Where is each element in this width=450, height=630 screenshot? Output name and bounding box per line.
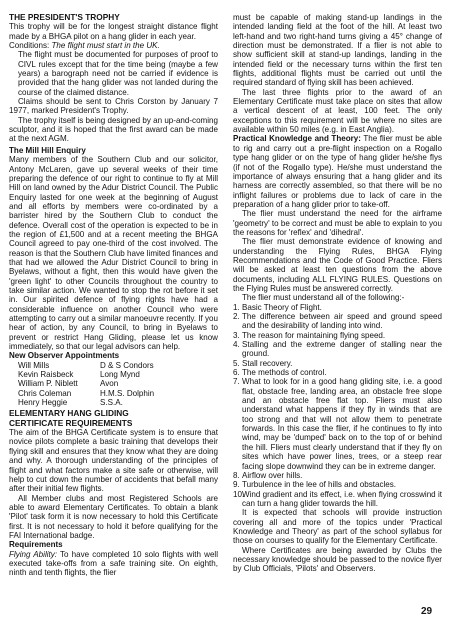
trophy-intro: This trophy will be for the longest straight distance flight made by a BHGA pilot on a hang glider in each year. — [9, 22, 218, 41]
observer-name: William P. Niblett — [18, 379, 78, 389]
right-column — [233, 13, 442, 574]
observer-name: Will Mills — [18, 360, 50, 370]
list-item: 2. The difference between air speed and ground speed and the desirability of landing into wind. — [233, 312, 442, 331]
conditions-rule: The flight must start in the UK. — [51, 41, 160, 51]
trophy-conditions — [9, 41, 218, 50]
page-number: 29 — [421, 606, 433, 617]
flying-ability — [9, 550, 218, 578]
observer-name: Henry Heggie — [18, 398, 68, 408]
mill-hill-text: Many members of the Southern Club and our solicitor, Antony McLaren, gave up several weeks of their time preparing the defence of our right to continue to fly at Mill Hill on land owned by the Adur District Council. The Public Enquiry lasted for one week at the beginning of August and all efforts by members were co-ordinated by a barrister hired by the Southern Club to conduct the defence. Overall cost of the operation is expected to be in the region of £1,500 and at a recent meeting the BHGA Council agreed to pay one-third of the cost involved. The reason is that the Southern Club have limited finances and that had we allowed the Adur District Council to bring in Byelaws, without a fight, then this would have given the 'green light' to other Councils throughout the country to take similar action. We wanted to stop the rot before it set in. Our spirited defence of flying rights have had a considerable influence on another Council who were attempting to carry out a similar manoeuvre recently. If you hear of action, by any Council, to bring in Byelaws to prevent or restrict Hang Gliding, please let us know immediately, so that our legal advisors can help. — [9, 155, 218, 352]
flying-ability-text: To have completed 10 solo flights with well executed take-offs from a safe training site. On eighth, ninth and tenth flights, the flier — [9, 549, 218, 578]
knowledge-list — [233, 303, 442, 509]
flying-ability-label: Flying Ability: — [9, 549, 58, 559]
knowledge-label: Practical Knowledge and Theory: — [233, 134, 361, 144]
conditions-label: Conditions: — [9, 41, 50, 51]
observer-club: Avon — [100, 379, 119, 389]
observer-club: D & S Condors — [100, 360, 154, 370]
list-item: 4. Stalling and the extreme danger of stalling near the ground. — [233, 340, 442, 359]
observers-heading: New Observer Appointments — [9, 351, 120, 361]
list-item: 8. Airflow over hills. — [233, 470, 303, 480]
list-item: 6. The methods of control. — [233, 368, 327, 378]
knowledge-text: The flier must be able to rig and carry out a pre-flight inspection on a Rogallo type hang glider or on the type of hang glider he/she flys (if not of the Rogallo type). He/she must understand the importance of always ensuring that a hang glider and its harness are correctly assembled, so that there will be no inflight failures or problems due to lack of care in the preparation of a hang glider prior to take-off. — [233, 134, 442, 209]
trophy-claims: Claims should be sent to Chris Corston by January 7 1977, marked President's Trophy. — [9, 97, 218, 116]
left-column — [9, 13, 218, 578]
list-item: 1. Basic Theory of Flight. — [233, 302, 322, 312]
list-intro: The flier must understand all of the following:- — [242, 293, 405, 303]
requirements-heading: Requirements — [9, 540, 63, 550]
list-item: 7. What to look for in a good hang gliding site, i.e. a good flat, obstacle free, landing area, an obstacle free slope and an obstacle free flat top. Fliers must also understand what happens if they fly in winds that are too strong and that will not allow them to penetrate forwards. In this case the flier, if he continues to fly into wind, may be 'dumped' back on to the top of or behind the hill. Fliers must clearly understand that if they fly on sites which have power lines, trees, or a steep rear facing slope downwind they can be in extreme danger. — [233, 377, 442, 471]
observers-list — [9, 361, 218, 408]
observer-name: Kevin Raisbeck — [18, 370, 74, 380]
list-item: 3. The reason for maintaining flying speed. — [233, 330, 386, 340]
schools-expected: It is expected that schools will provide instruction covering all and more of the topics under 'Practical Knowledge and Theory' as part of the school syllabus for those on courses to qualify for the Elementary Certificate. — [233, 508, 442, 546]
trophy-design: The trophy itself is being designed by an up-and-coming sculptor, and it is hoped that the first award can be made at the next AGM. — [9, 115, 218, 144]
list-item: 5. Stall recovery. — [233, 358, 293, 368]
geometry-text: The flier must understand the need for the airframe 'geometry' to be correct and must be able to explain to you the reasons for 'reflex' and 'dihedral'. — [233, 209, 442, 237]
flying-rules-text: The flier must demonstrate evidence of knowing and understanding the Flying Rules, BHGA Flying Recommendations and the Code of Good Practice. Fliers will be asked at least ten questions from the above documents, including ALL FLYING RULES. Questions on the Flying Rules must be answered correctly. — [233, 237, 442, 293]
elementary-schools: All Member clubs and most Registered Schools are able to award Elementary Certificates. To obtain a blank 'Pilot' task form it is now necessary to hold this Certificate first. It is not necessary to hold it before qualifying for the FAI International badge. — [9, 493, 218, 540]
observer-club: S.S.A. — [100, 398, 123, 408]
list-item: 9. Turbulence in the lee of hills and obstacles. — [233, 480, 397, 490]
observer-name: Chris Coleman — [18, 388, 72, 398]
elementary-heading-line2: CERTIFICATE REQUIREMENTS — [9, 417, 133, 428]
practical-knowledge — [233, 134, 442, 209]
observer-club: H.M.S. Dolphin — [100, 388, 155, 398]
mill-hill-heading: The Mill Hill Enquiry — [9, 145, 86, 155]
observer-club: Long Mynd — [100, 370, 140, 380]
flying-ability-continued: must be capable of making stand-up landings in the intended landing field at the foot of the hill. At least two left-hand and two right-hand turns giving a 45° change of direction must be demonstrated. If a flier is not able to show sufficient skill at stand-up landings, landing in the intended field or the necessary turns within the first ten flights, additional flights must be carried out until the required standard of flying skill has been achieved. — [233, 13, 442, 88]
last-three-flights: The last three flights prior to the award of an Elementary Certificate must take place on sites that allow a vertical descent of at least, 100 feet. The only exceptions to this requirement will be where no sites are available within 50 miles (e.g. in East Anglia). — [233, 87, 442, 135]
clubs-awarding: Where Certificates are being awarded by Clubs the necessary knowledge should be passed to the novice flyer by Club Officials, 'Pilots' and Observers. — [233, 545, 442, 574]
elementary-heading-line1: ELEMENTARY HANG GLIDING — [9, 408, 129, 419]
elementary-aim: The aim of the BHGA Certificate system is to ensure that novice pilots complete a basic training that develops their flying skill and ensures that they know what they are doing and why. A thorough understanding of the principles of flight and what factors make a site safe or otherwise, will help to cut down the number of accidents that befall many after their initial few flights. — [9, 428, 218, 494]
presidents-trophy-heading: THE PRESIDENT'S TROPHY — [9, 12, 120, 22]
list-item: 10. Wind gradient and its effect, i.e. when flying crosswind it can turn a hang glider towards the hill. — [233, 489, 442, 508]
trophy-conditions-text: The flight must be documented for purposes of proof to CIVL rules except that for the time being (maybe a few years) a barograph need not be carried if evidence is provided that the hang glider was not landed during the course of the claimed distance. — [18, 50, 218, 97]
